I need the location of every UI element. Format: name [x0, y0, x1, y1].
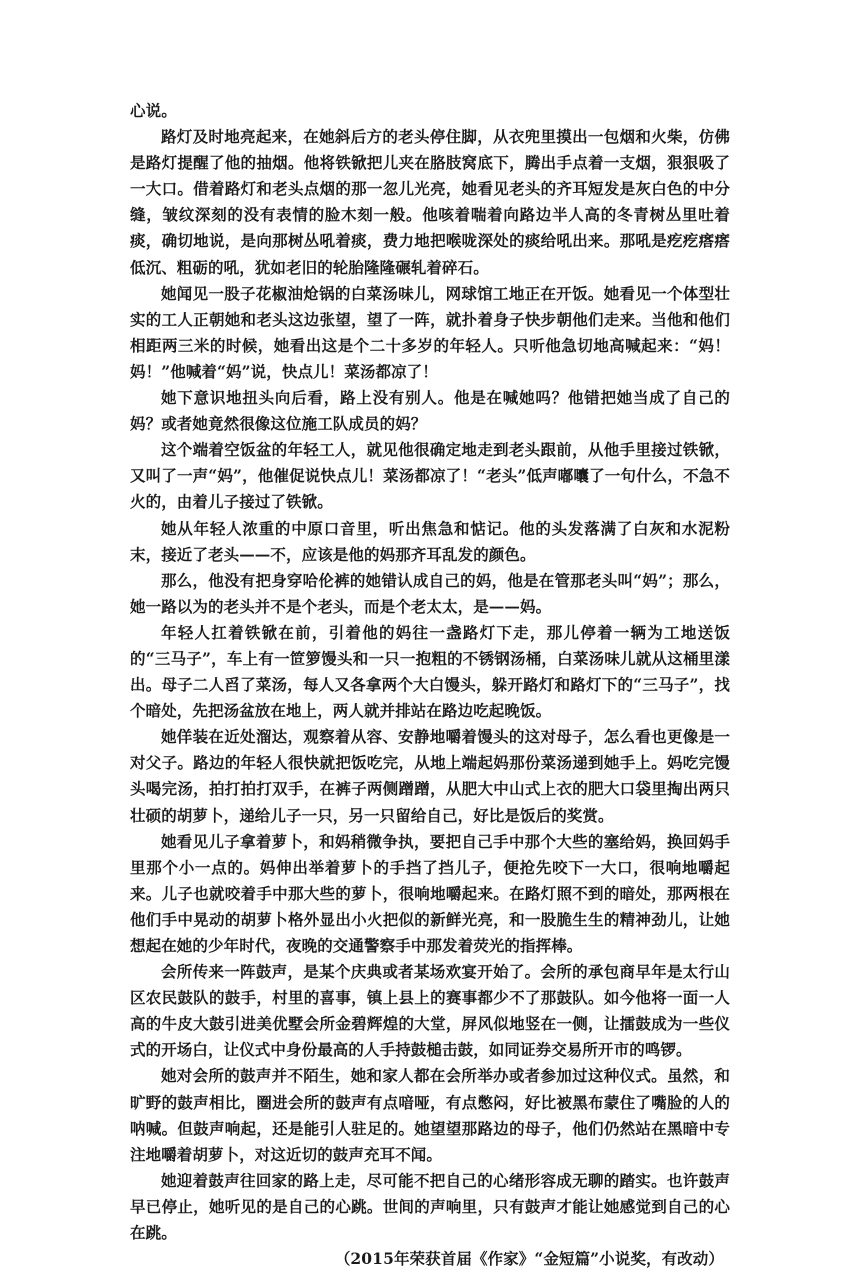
source-note: （2015年荣获首届《作家》“金短篇”小说奖，有改动） — [334, 1249, 724, 1269]
paragraph: 年轻人扛着铁锨在前，引着他的妈往一盏路灯下走，那儿停着一辆为工地送饭的“三马子”，车上有一笸箩馒头和一只一抱粗的不锈钢汤桶，白菜汤味儿就从这桶里漾出。母子二人舀了菜汤，每人又各拿两个大白馒头，躲开路灯和路灯下的“三马子”，找个暗处，先把汤盆放在地上，两人就并排站在路边吃起晚饭。 — [130, 622, 730, 721]
paragraph: 她迎着鼓声往回家的路上走，尽可能不把自己的心绪形容成无聊的踏实。也许鼓声早已停止，她听见的是自己的心跳。世间的声响里，只有鼓声才能让她感觉到自己的心在跳。 — [130, 1170, 730, 1243]
paragraph: 她闻见一股子花椒油炝锅的白菜汤味儿，网球馆工地正在开饭。她看见一个体型壮实的工人正朝她和老头这边张望，望了一阵，就扑着身子快步朝他们走来。当他和他们相距两三米的时候，她看出这是个二十多岁的年轻人。只听他急切地高喊起来：“妈！妈！”他喊着“妈”说，快点儿！菜汤都凉了！ — [130, 283, 730, 381]
paragraph: 会所传来一阵鼓声，是某个庆典或者某场欢宴开始了。会所的承包商早年是太行山区农民鼓队的鼓手，村里的喜事，镇上县上的赛事都少不了那鼓队。如今他将一面一人高的牛皮大鼓引进美优墅会所金碧辉煌的大堂，屏风似地竖在一侧，让擂鼓成为一些仪式的开场白，让仪式中身份最高的人手持鼓槌击鼓，如同证券交易所开市的鸣锣。 — [130, 962, 730, 1060]
paragraph: 她下意识地扭头向后看，路上没有别人。他是在喊她吗？他错把她当成了自己的妈？或者她竟然很像这位施工队成员的妈？ — [130, 388, 730, 434]
document-body — [130, 98, 730, 1272]
paragraph: 路灯及时地亮起来，在她斜后方的老头停住脚，从衣兜里摸出一包烟和火柴，仿佛是路灯提醒了他的抽烟。他将铁锨把儿夹在胳肢窝底下，腾出手点着一支烟，狠狠吸了一大口。借着路灯和老头点烟的那一忽儿光亮，她看见老头的齐耳短发是灰白色的中分缝，皱纹深刻的没有表情的脸木刻一般。他咳着喘着向路边半人高的冬青树丛里吐着痰，确切地说，是向那树丛吼着痰，费力地把喉咙深处的痰给吼出来。那吼是疙疙瘩瘩低沉、粗砺的吼，犹如老旧的轮胎隆隆碾轧着碎石。 — [130, 127, 730, 277]
paragraph: 她看见儿子拿着萝卜，和妈稍微争执，要把自己手中那个大些的塞给妈，换回妈手里那个小一点的。妈伸出举着萝卜的手挡了挡儿子，便抢先咬下一大口，很响地嚼起来。儿子也就咬着手中那大些的萝卜，很响地嚼起来。在路灯照不到的暗处，那两根在他们手中晃动的胡萝卜格外显出小火把似的新鲜光亮，和一股脆生生的精神劲儿，让她想起在她的少年时代，夜晚的交通警察手中那发着荧光的指挥棒。 — [130, 831, 730, 955]
paragraph: 这个端着空饭盆的年轻工人，就见他很确定地走到老头跟前，从他手里接过铁锨，又叫了一声“妈”，他催促说快点儿！菜汤都凉了！“老头”低声嘟囔了一句什么，不急不火的，由着儿子接过了铁锨。 — [130, 440, 730, 512]
paragraph: 她从年轻人浓重的中原口音里，听出焦急和惦记。他的头发落满了白灰和水泥粉末，接近了老头——不，应该是他的妈那齐耳乱发的颜色。 — [130, 518, 730, 564]
paragraph: 她佯装在近处溜达，观察着从容、安静地嚼着馒头的这对母子，怎么看也更像是一对父子。路边的年轻人很快就把饭吃完，从地上端起妈那份菜汤递到她手上。妈吃完馒头喝完汤，拍打拍打双手，在裤子两侧蹭蹭，从肥大中山式上衣的肥大口袋里掏出两只壮硕的胡萝卜，递给儿子一只，另一只留给自己，好比是饭后的奖赏。 — [130, 727, 730, 825]
paragraph: 她对会所的鼓声并不陌生，她和家人都在会所举办或者参加过这种仪式。虽然，和旷野的鼓声相比，圈进会所的鼓声有点喑哑，有点憋闷，好比被黑布蒙住了嘴脸的人的呐喊。但鼓声响起，还是能引人驻足的。她望望那路边的母子，他们仍然站在黑暗中专注地嚼着胡萝卜，对这近切的鼓声充耳不闻。 — [130, 1066, 730, 1164]
paragraph: 心说。 — [130, 101, 177, 120]
paragraph: 那么，他没有把身穿哈伦裤的她错认成自己的妈，他是在管那老头叫“妈”；那么，她一路以为的老头并不是个老头，而是个老太太，是——妈。 — [130, 570, 730, 616]
